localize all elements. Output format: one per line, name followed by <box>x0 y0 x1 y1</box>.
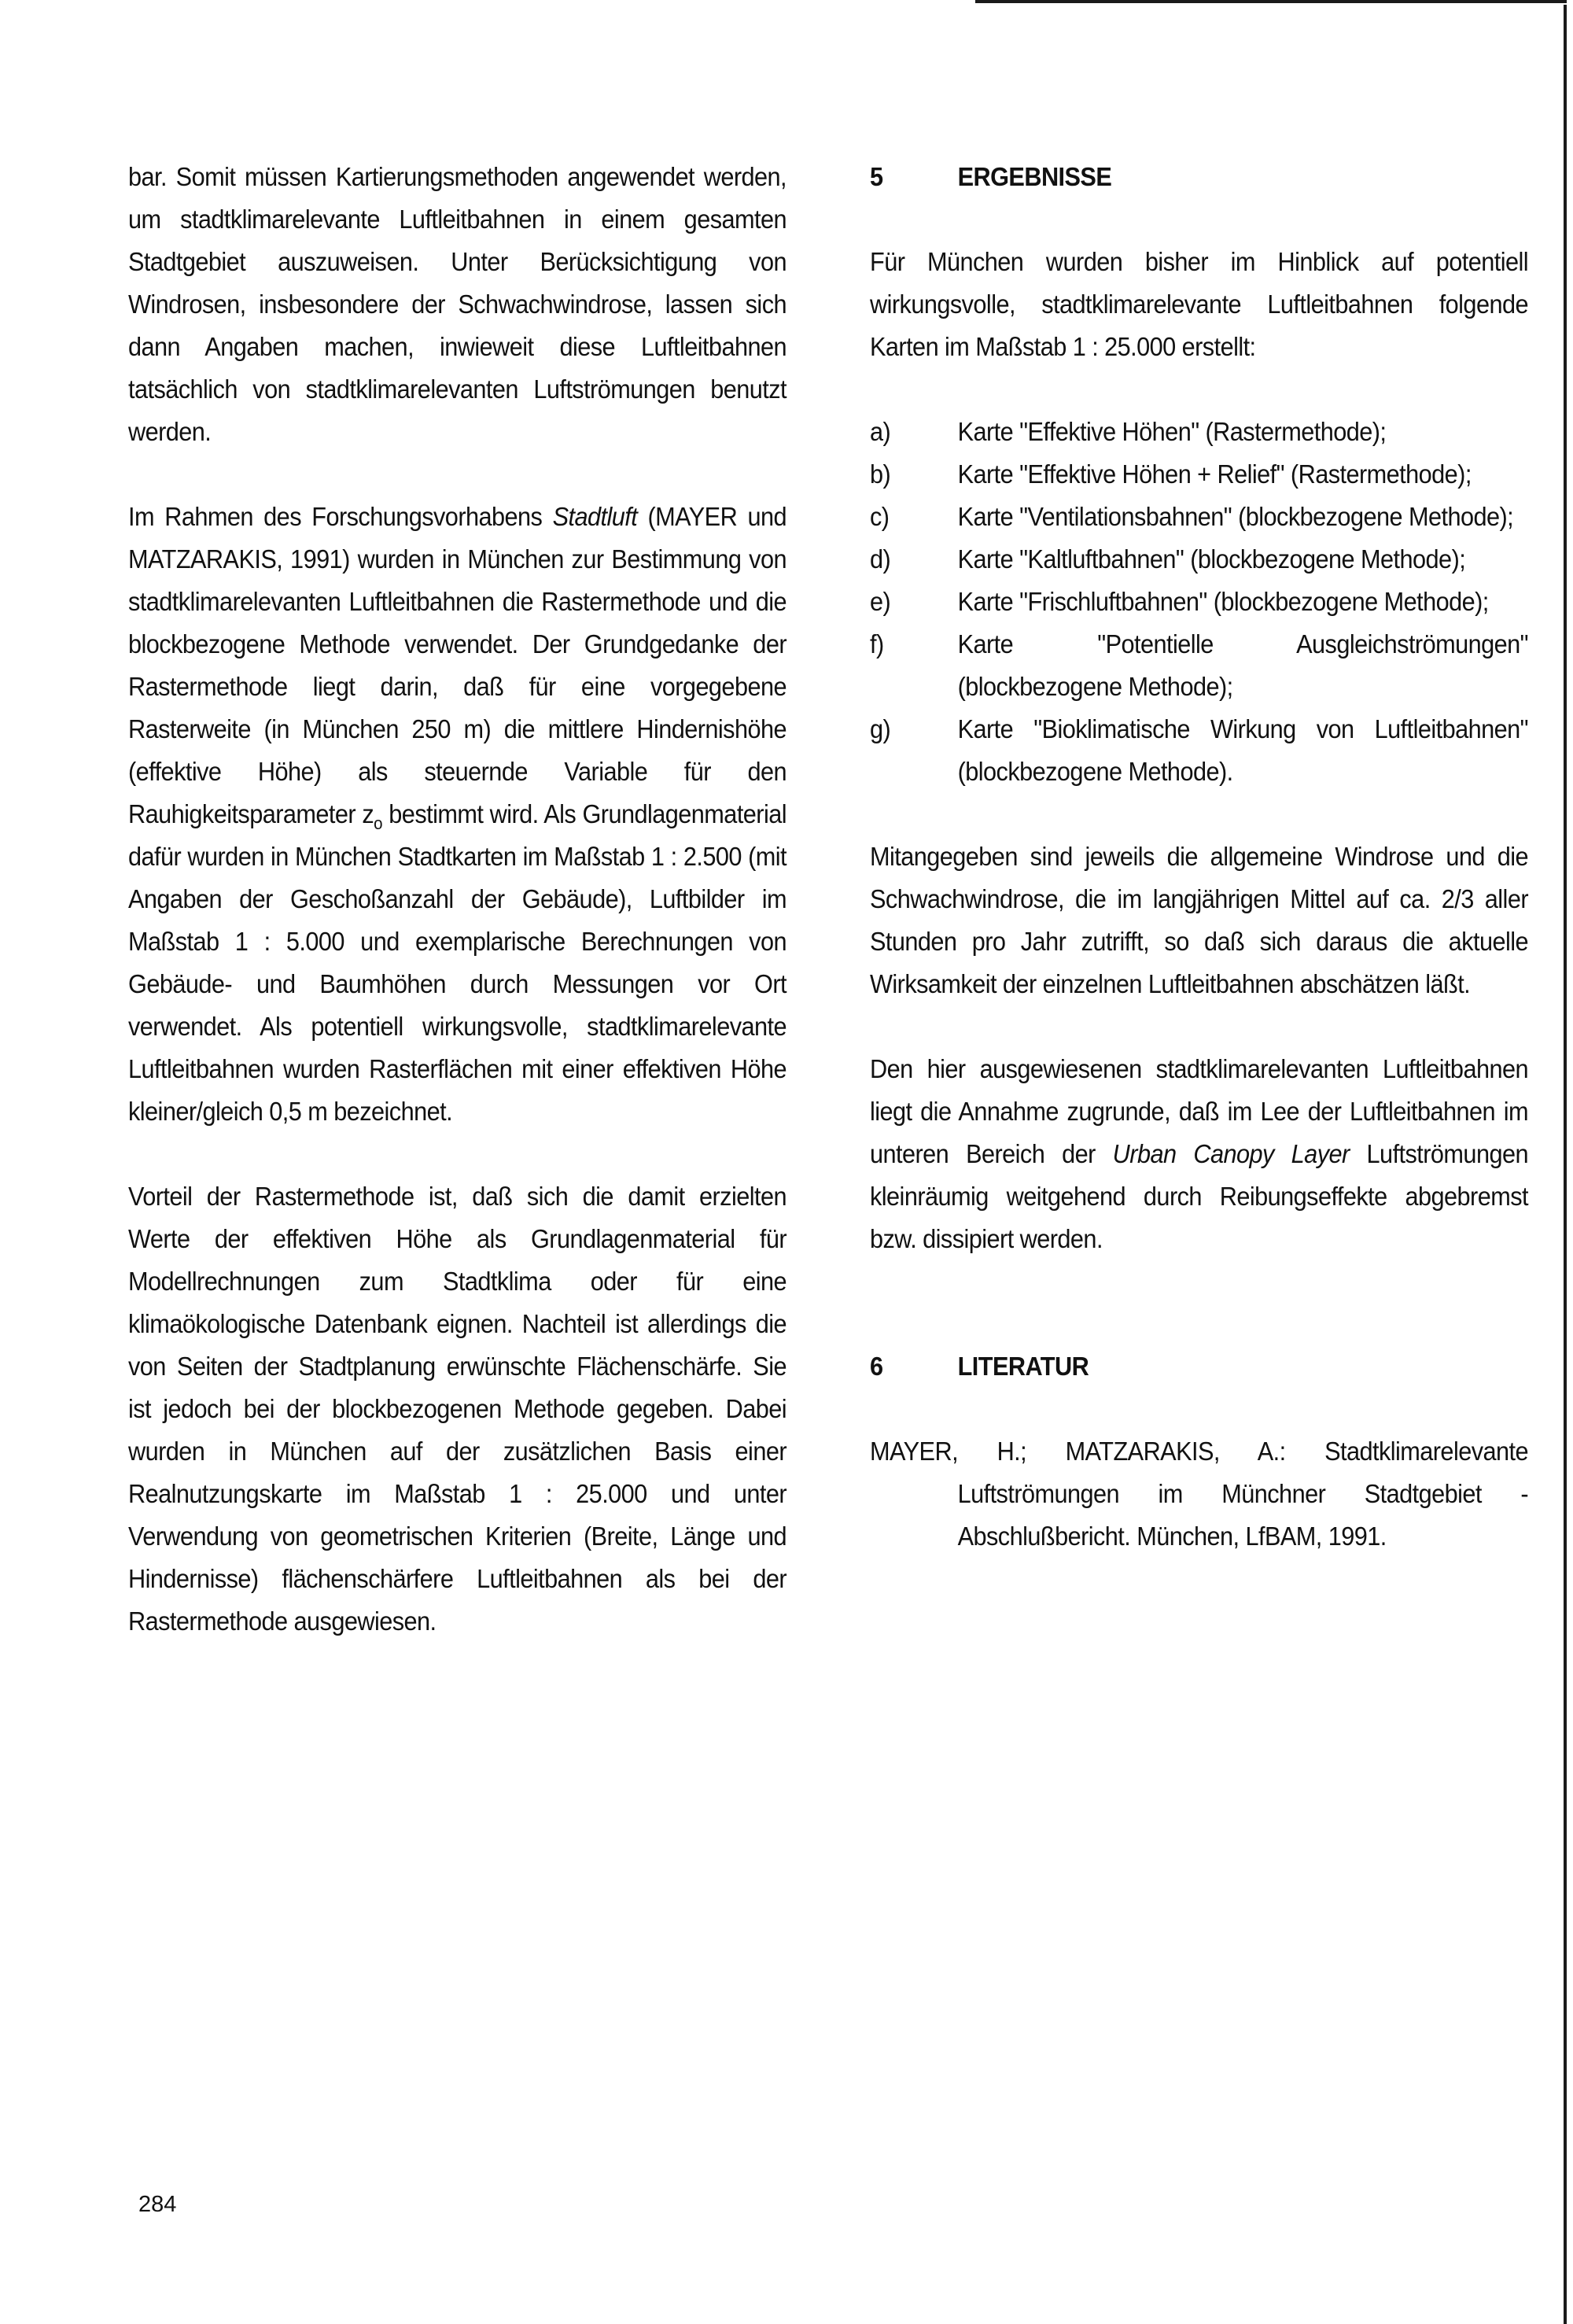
section-number: 6 <box>870 1352 883 1381</box>
project-name: Stadtluft <box>552 502 638 531</box>
page-number: 284 <box>138 2192 177 2217</box>
reference-entry: MAYER, H.; MATZARAKIS, A.: Stadtklimarelevante Luftströmungen im Münchner Stadtgebiet - Abschlußbericht. München, LfBAM, 1991. <box>870 1437 1528 1551</box>
list-item <box>870 538 1528 581</box>
roughness-symbol <box>362 799 383 833</box>
list-marker: a) <box>870 417 891 446</box>
term-urban-canopy-layer: Urban Canopy Layer <box>1112 1139 1350 1168</box>
paragraph-results-intro: Für München wurden bisher im Hinblick auf potentiell wirkungsvolle, stadtklimarelevante Luftleitbahnen folgende Karten im Maßstab 1 : 25.000 erstellt: <box>870 247 1528 361</box>
section-title: ERGEBNISSE <box>957 162 1112 191</box>
list-marker: g) <box>870 714 891 743</box>
list-item <box>870 453 1528 496</box>
section-number: 5 <box>870 162 883 191</box>
section-heading-literatur <box>870 1345 1528 1388</box>
text-segment: Den hier ausgewiesenen stadtklimarelevanten Luftleitbahnen liegt die Annahme zugrunde, daß im Lee der Luftleitbahnen im unteren Bereich der <box>870 1054 1528 1168</box>
right-column <box>870 156 1528 1600</box>
list-item-text: Karte "Effektive Höhen" (Rastermethode); <box>957 417 1387 446</box>
list-item <box>870 581 1528 623</box>
left-column <box>128 156 786 1685</box>
section-heading-ergebnisse <box>870 156 1528 198</box>
list-marker: c) <box>870 502 890 531</box>
top-border-line <box>975 0 1567 3</box>
list-marker: e) <box>870 587 891 616</box>
list-item <box>870 708 1528 793</box>
list-item <box>870 411 1528 453</box>
paragraph-canopy-assumption <box>870 1048 1528 1260</box>
list-marker: d) <box>870 544 891 574</box>
list-item-text: Karte "Bioklimatische Wirkung von Luftleitbahnen" (blockbezogene Methode). <box>957 714 1528 786</box>
list-item <box>870 496 1528 538</box>
paragraph-windrose: Mitangegeben sind jeweils die allgemeine Windrose und die Schwachwindrose, die im langjährigen Mittel auf ca. 2/3 aller Stunden pro Jahr zutrifft, so daß sich daraus die aktuelle Wirksamkeit der einzelnen Luftleitbahnen abschätzen läßt. <box>870 842 1528 998</box>
paragraph-mapping-methods: bar. Somit müssen Kartierungsmethoden angewendet werden, um stadtklimarelevante Luftleitbahnen in einem gesamten Stadtgebiet auszuweisen. Unter Berücksichtigung von Windrosen, insbesondere der Schwachwindrose, lassen sich dann Angaben machen, inwieweit diese Luftleitbahnen tatsächlich von stadtklimarelevanten Luftströmungen benutzt werden. <box>128 162 786 446</box>
text-segment: Im Rahmen des Forschungsvorhabens <box>128 502 553 531</box>
map-list <box>870 411 1528 793</box>
paragraph-advantages: Vorteil der Rastermethode ist, daß sich die damit erzielten Werte der effektiven Höhe als Grundlagenmaterial für Modellrechnungen zum Stadtklima oder für eine klimaökologische Datenbank eignen. Nachteil ist allerdings die von Seiten der Stadtplanung erwünschte Flächenschärfe. Sie ist jedoch bei der blockbezogenen Methode gegeben. Dabei wurden in München auf der zusätzlichen Basis einer Realnutzungskarte im Maßstab 1 : 25.000 und unter Verwendung von geometrischen Kriterien (Breite, Länge und Hindernisse) flächenschärfere Luftleitbahnen als bei der Rastermethode ausgewiesen. <box>128 1182 786 1636</box>
list-marker: b) <box>870 459 891 489</box>
symbol-subscript: o <box>374 813 383 833</box>
list-marker: f) <box>870 629 884 658</box>
list-item-text: Karte "Frischluftbahnen" (blockbezogene Methode); <box>957 587 1489 616</box>
list-item-text: Karte "Kaltluftbahnen" (blockbezogene Methode); <box>957 544 1466 574</box>
text-segment: Luftströmungen kleinräumig weitgehend durch Reibungseffekte abgebremst bzw. dissipiert werden. <box>870 1139 1528 1253</box>
list-item <box>870 623 1528 708</box>
list-item-text: Karte "Ventilationsbahnen" (blockbezogene Methode); <box>957 502 1514 531</box>
list-item-text: Karte "Effektive Höhen + Relief" (Rastermethode); <box>957 459 1472 489</box>
text-segment: bestimmt wird. Als Grundlagenmaterial dafür wurden in München Stadtkarten im Maßstab 1 : 2.500 (mit Angaben der Geschoßanzahl der Gebäude), Luftbilder im Maßstab 1 : 5.000 und exemplarische Berechnungen von Gebäude- und Baumhöhen durch Messungen vor Ort verwendet. Als potentiell wirkungsvolle, stadtklimarelevante Luftleitbahnen wurden Rasterflächen mit einer effektiven Höhe kleiner/gleich 0,5 m bezeichnet. <box>128 799 787 1126</box>
symbol-base: z <box>362 799 374 828</box>
right-border-line <box>1564 5 1567 2324</box>
paragraph-stadtluft-project <box>128 496 786 1133</box>
list-item-text: Karte "Potentielle Ausgleichströmungen" (blockbezogene Methode); <box>957 629 1528 701</box>
text-segment: (MAYER und MATZARAKIS, 1991) wurden in München zur Bestimmung von stadtklimarelevanten Luftleitbahnen die Rastermethode und die blockbezogene Methode verwendet. Der Grundgedanke der Rastermethode liegt darin, daß für eine vorgegebene Rasterweite (in München 250 m) die mittlere Hindernishöhe (effektive Höhe) als steuernde Variable für den Rauhigkeitsparameter <box>128 502 786 828</box>
section-title: LITERATUR <box>957 1352 1089 1381</box>
